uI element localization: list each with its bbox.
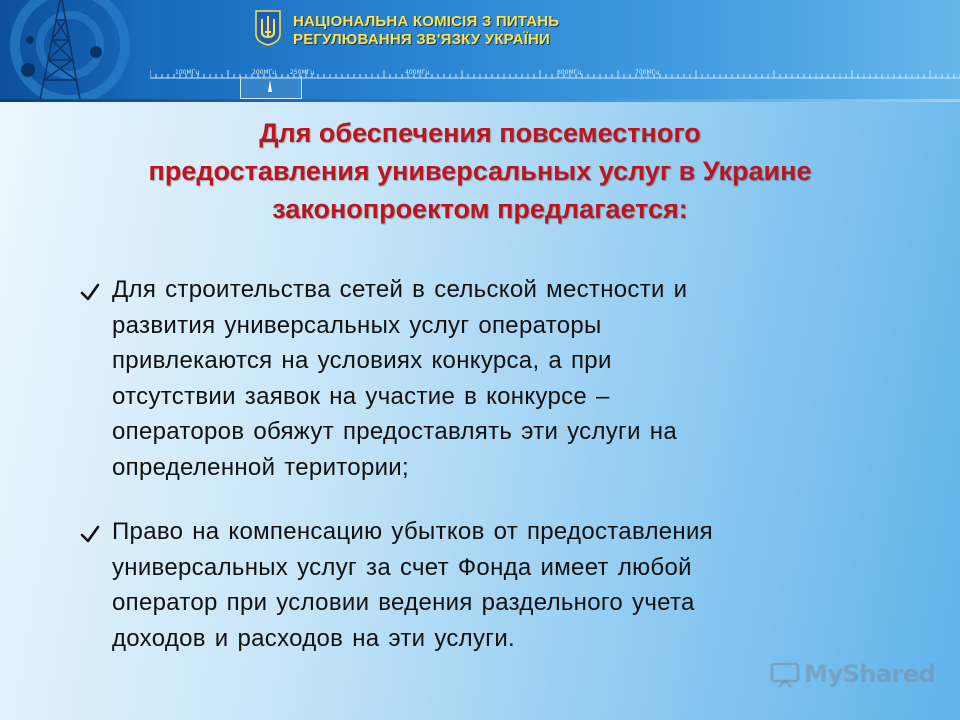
bullet-line: оператор при условии ведения раздельного учета (112, 589, 695, 616)
scale-label: 200МГц (252, 69, 277, 76)
commission-name-line2: РЕГУЛЮВАННЯ ЗВ'ЯЗКУ УКРАЇНИ (293, 31, 550, 48)
slide-title (80, 114, 880, 228)
bullet-line: развития универсальных услуг операторы (112, 311, 602, 339)
watermark-text: MyShared (804, 660, 936, 688)
checkmark-icon (80, 524, 100, 544)
bullet-line: Для строительства сетей в сельской местности и (112, 276, 688, 303)
commission-name-line1: НАЦІОНАЛЬНА КОМІСІЯ З ПИТАНЬ (293, 13, 560, 30)
bullet-line: универсальных услуг за счет Фонда имеет любой (112, 553, 692, 581)
bullet-line: доходов и расходов на эти услуги. (112, 624, 516, 652)
header-banner (0, 0, 960, 100)
scale-label: 600МГц (557, 69, 582, 76)
bullet-line: отсутствии заявок на участие в конкурсе – (112, 382, 610, 410)
scale-label: 250МГц (290, 69, 315, 76)
radio-tower-image (0, 0, 160, 100)
bullet-item (80, 514, 890, 656)
bullet-list (80, 272, 890, 656)
bullet-line: операторов обяжут предоставлять эти услуги на (112, 418, 677, 445)
scale-label: 700МГц (635, 69, 660, 76)
commission-name (293, 13, 559, 49)
slide-title-line2: предоставления универсальных услуг в Украине (148, 156, 812, 186)
bullet-line: привлекаются на условиях конкурса, а при (112, 347, 612, 374)
bullet-item (80, 272, 890, 485)
scale-label: 400МГц (405, 69, 430, 76)
trident-emblem-icon (255, 10, 281, 46)
bullet-line: определенной територии; (112, 453, 409, 481)
bullet-line: Право на компенсацию убытков от предоставления (112, 518, 713, 545)
slide-title-line3: законопроектом предлагается: (272, 194, 688, 224)
header-divider (0, 99, 960, 102)
checkmark-icon (80, 282, 100, 302)
scale-label: 100МГц (175, 69, 200, 76)
slide-title-line1: Для обеспечения повсеместного (259, 118, 701, 148)
presentation-board-icon (770, 662, 800, 688)
watermark (770, 660, 936, 692)
